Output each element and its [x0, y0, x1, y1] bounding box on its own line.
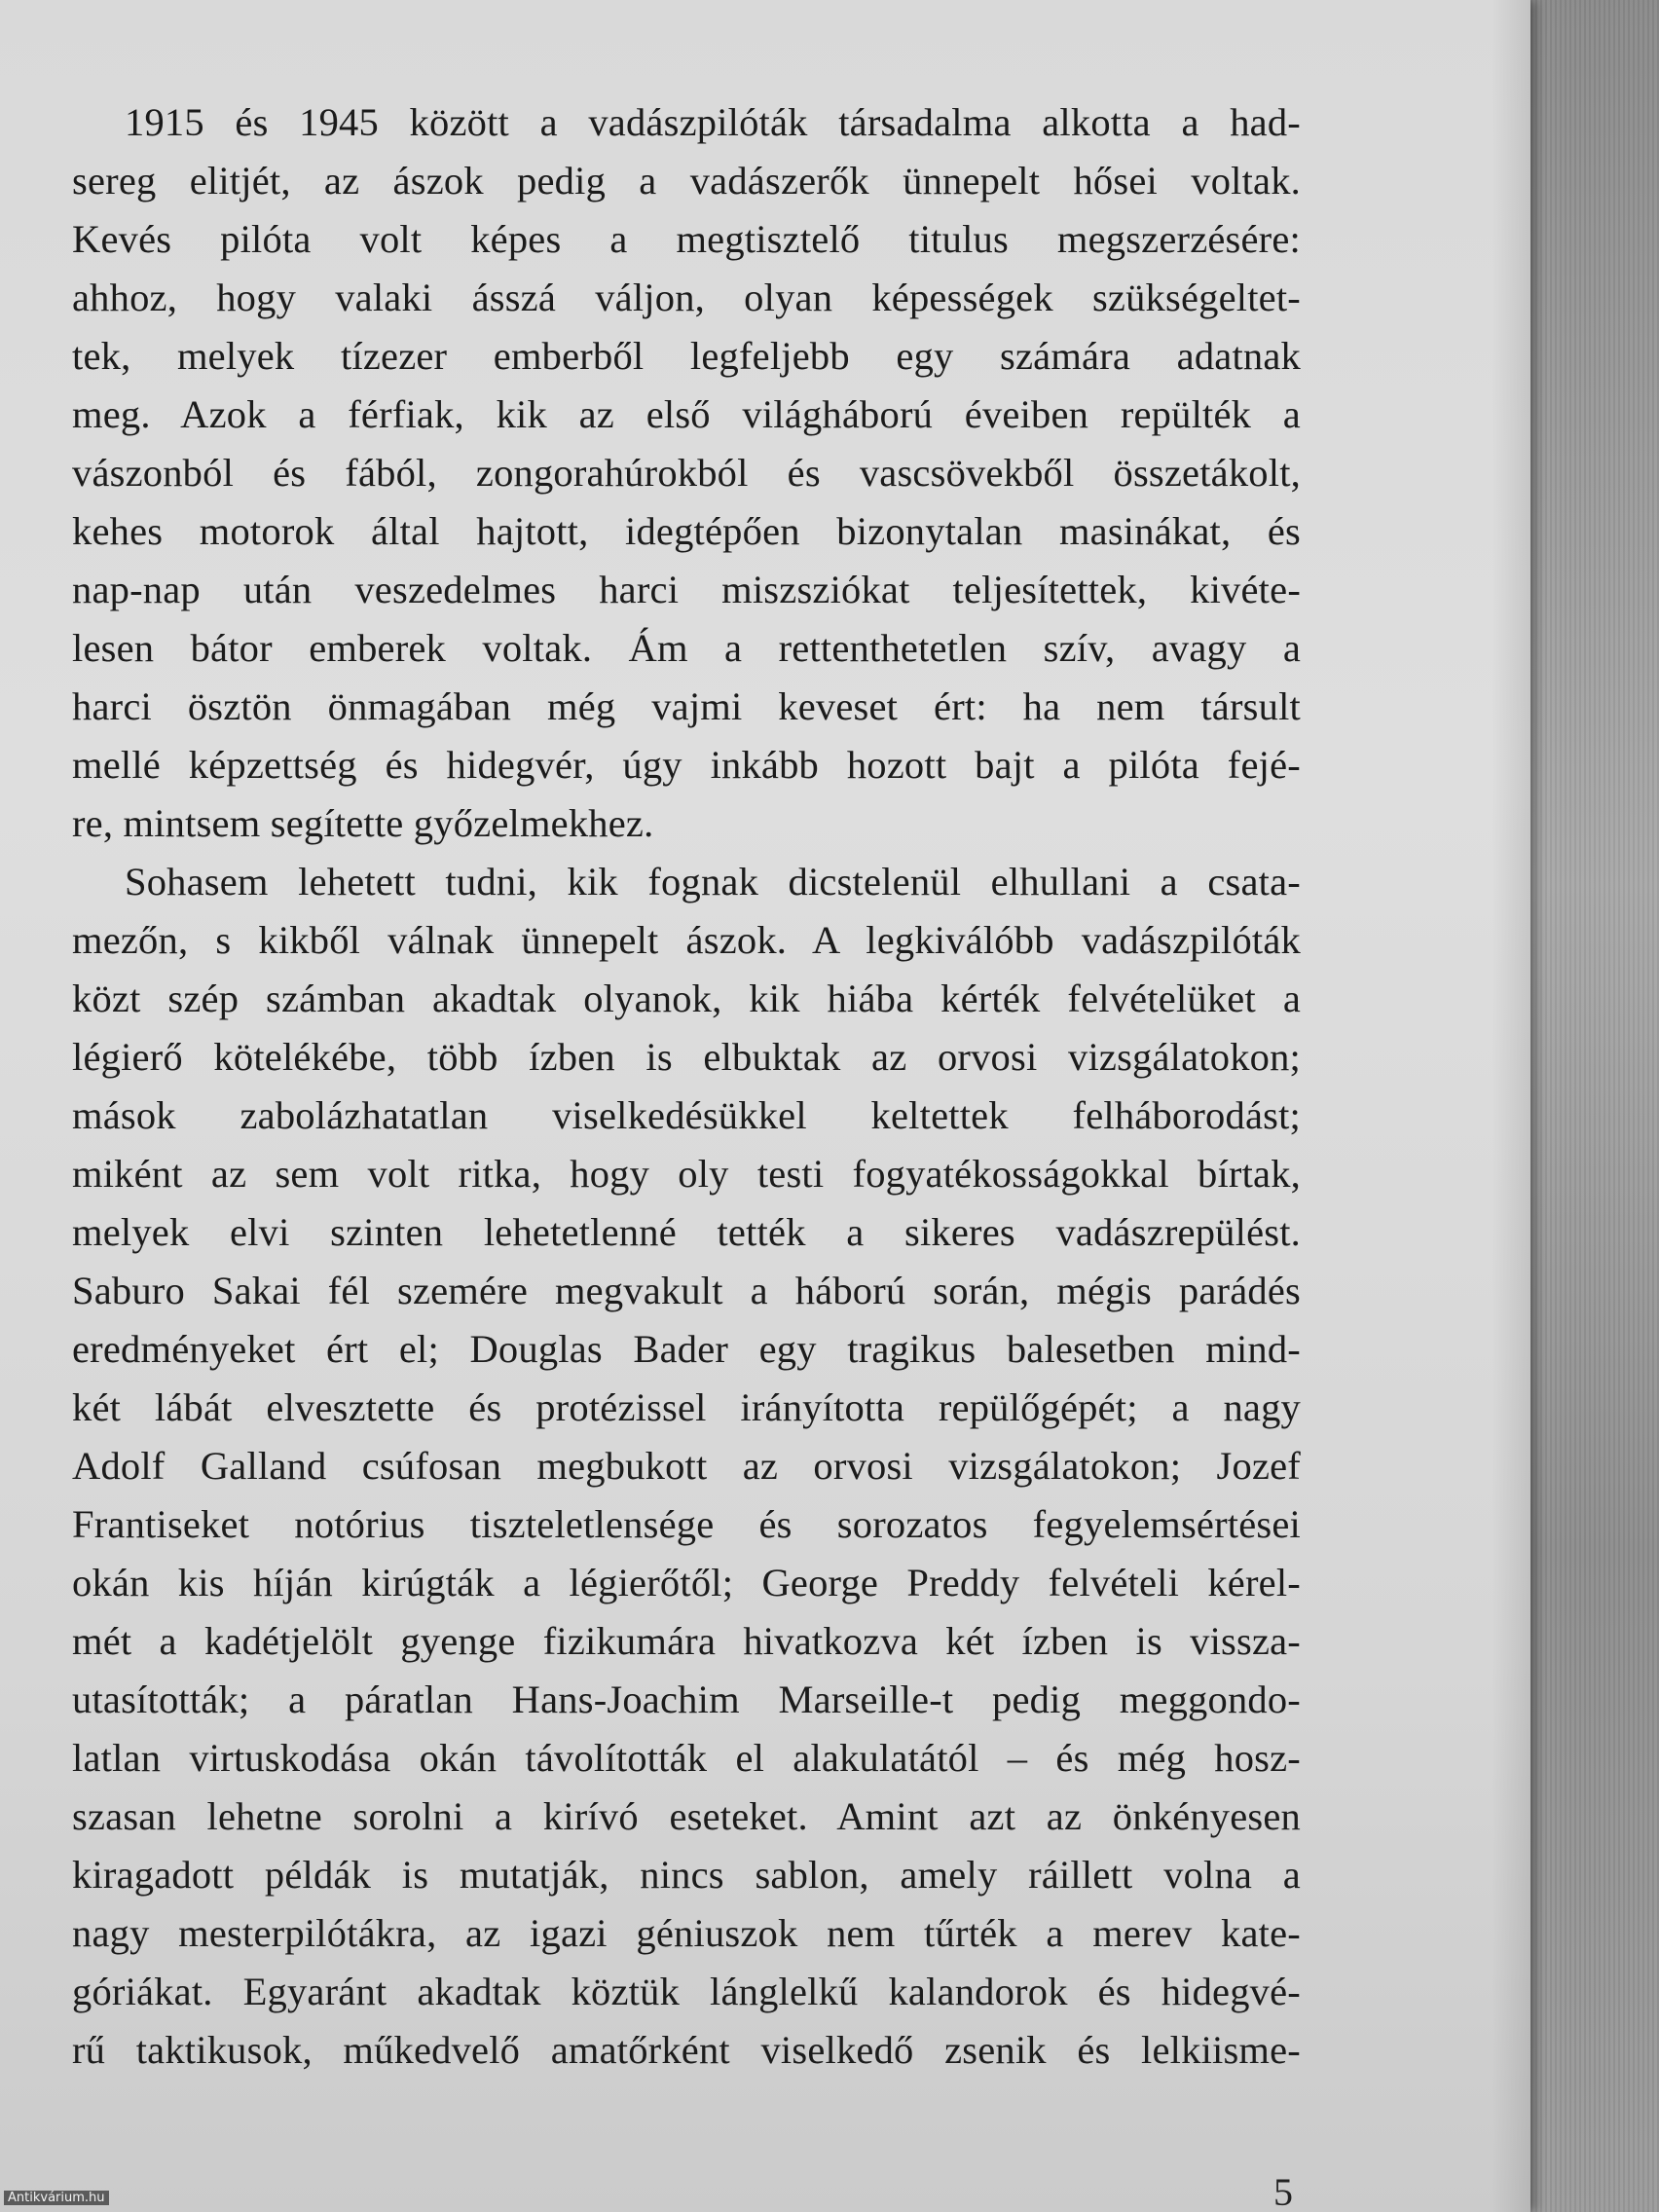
text-line: kiragadott példák is mutatják, nincs sablon, amely ráillett volna a — [72, 1853, 1301, 1897]
text-line: vászonból és fából, zongorahúrokból és vascsövekből összetákolt, — [72, 451, 1301, 495]
text-line: melyek elvi szinten lehetetlenné tették a sikeres vadászrepülést. — [72, 1210, 1301, 1254]
body-text — [72, 93, 1301, 2080]
text-line: kehes motorok által hajtott, idegtépően bizonytalan masinákat, és — [72, 509, 1301, 553]
text-line: mét a kadétjelölt gyenge fizikumára hivatkozva két ízben is vissza- — [72, 1619, 1301, 1663]
text-line: Sohasem lehetett tudni, kik fognak dicstelenül elhullani a csata- — [125, 860, 1301, 903]
text-line: miként az sem volt ritka, hogy oly testi fogyatékosságokkal bírtak, — [72, 1152, 1301, 1196]
text-line: rű taktikusok, műkedvelő amatőrként viselkedő zsenik és lelkiisme- — [72, 2028, 1301, 2072]
text-line: harci ösztön önmagában még vajmi keveset ért: ha nem társult — [72, 684, 1301, 728]
paragraph-1 — [72, 93, 1301, 853]
text-line: utasították; a páratlan Hans-Joachim Marseille-t pedig meggondo- — [72, 1677, 1301, 1721]
page-number: 5 — [1273, 2170, 1293, 2212]
text-line: góriákat. Egyaránt akadtak köztük lánglelkű kalandorok és hidegvé- — [72, 1970, 1301, 2013]
watermark: Antikvárium.hu — [4, 2191, 109, 2205]
text-line: Kevés pilóta volt képes a megtisztelő titulus megszerzésére: — [72, 217, 1301, 261]
text-line: mellé képzettség és hidegvér, úgy inkább hozott bajt a pilóta fejé- — [72, 743, 1301, 787]
text-line: szasan lehetne sorolni a kirívó eseteket. Amint azt az önkényesen — [72, 1794, 1301, 1838]
text-line: re, mintsem segítette győzelmekhez. — [72, 801, 654, 845]
text-line: mások zabolázhatatlan viselkedésükkel keltettek felháborodást; — [72, 1093, 1301, 1137]
text-line: légierő kötelékébe, több ízben is elbuktak az orvosi vizsgálatokon; — [72, 1035, 1301, 1079]
text-line: ahhoz, hogy valaki ásszá váljon, olyan képességek szükségeltet- — [72, 276, 1301, 319]
text-line: meg. Azok a férfiak, kik az első világháború éveiben repülték a — [72, 392, 1301, 436]
text-line: két lábát elvesztette és protézissel irányította repülőgépét; a nagy — [72, 1385, 1301, 1429]
text-line: 1915 és 1945 között a vadászpilóták társadalma alkotta a had- — [125, 100, 1301, 144]
paragraph-2 — [72, 853, 1301, 2080]
text-line: eredményeket ért el; Douglas Bader egy tragikus balesetben mind- — [72, 1327, 1301, 1371]
text-line: okán kis híján kirúgták a légierőtől; George Preddy felvételi kérel- — [72, 1561, 1301, 1604]
text-line: nagy mesterpilótákra, az igazi géniuszok nem tűrték a merev kate- — [72, 1911, 1301, 1955]
text-line: Saburo Sakai fél szemére megvakult a háború során, mégis parádés — [72, 1269, 1301, 1312]
background-surface — [1530, 0, 1659, 2212]
text-line: mezőn, s kikből válnak ünnepelt ászok. A legkiválóbb vadászpilóták — [72, 918, 1301, 962]
text-line: közt szép számban akadtak olyanok, kik hiába kérték felvételüket a — [72, 977, 1301, 1020]
text-line: sereg elitjét, az ászok pedig a vadászerők ünnepelt hősei voltak. — [72, 159, 1301, 203]
text-line: latlan virtuskodása okán távolították el alakulatától – és még hosz- — [72, 1736, 1301, 1780]
text-line: tek, melyek tízezer emberből legfeljebb egy számára adatnak — [72, 334, 1301, 378]
text-line: lesen bátor emberek voltak. Ám a rettenthetetlen szív, avagy a — [72, 626, 1301, 670]
text-line: nap-nap után veszedelmes harci miszsziókat teljesítettek, kivéte- — [72, 568, 1301, 611]
text-line: Adolf Galland csúfosan megbukott az orvosi vizsgálatokon; Jozef — [72, 1444, 1301, 1488]
text-line: Frantiseket notórius tiszteletlensége és sorozatos fegyelemsértései — [72, 1502, 1301, 1546]
